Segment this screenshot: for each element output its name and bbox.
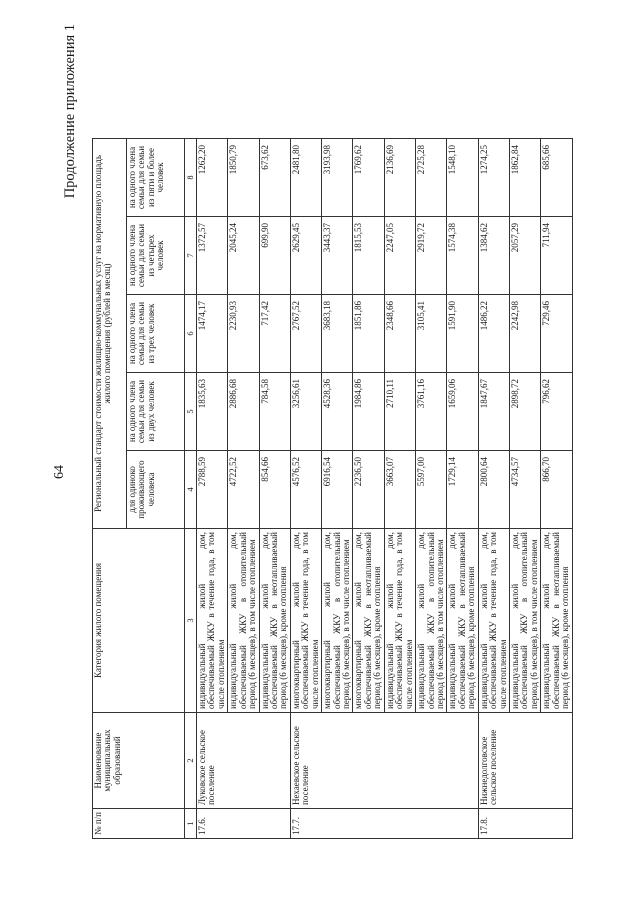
cost-value: 3663,07 [384, 451, 415, 529]
cost-value: 2919,72 [416, 217, 447, 295]
cost-value: 1851,86 [353, 295, 384, 373]
housing-category: индивидуальный жилой дом, обеспечиваемый ЖКУ в отопительный период (6 месяцев), в том числе отоплением [228, 529, 259, 713]
cost-value: 2629,45 [290, 217, 321, 295]
cost-value: 2242,98 [510, 295, 541, 373]
housing-category: многоквартирный жилой дом, обеспечиваемый ЖКУ в отопительный период (6 месяцев), в том числе отоплением [322, 529, 353, 713]
cost-value: 1659,06 [447, 373, 478, 451]
cost-value: 4576,52 [290, 451, 321, 529]
cost-value: 717,42 [259, 295, 290, 373]
cost-value: 5597,00 [416, 451, 447, 529]
cost-value: 1835,63 [196, 373, 227, 451]
cost-value: 2481,80 [290, 139, 321, 217]
cost-value: 2898,72 [510, 373, 541, 451]
header-sub-col-5: на одного члена семьи для семьи из пяти и более человек [127, 139, 185, 217]
column-number: 1 [185, 809, 197, 839]
cost-value: 4528,36 [322, 373, 353, 451]
cost-value: 3443,37 [322, 217, 353, 295]
table-row [478, 139, 509, 839]
table-row [196, 139, 227, 839]
cost-value: 699,90 [259, 217, 290, 295]
settlement-number: 17.7. [290, 809, 478, 839]
cost-value: 673,62 [259, 139, 290, 217]
housing-category: индивидуальный жилой дом, обеспечиваемый ЖКУ в отопительный период (6 месяцев), в том числе отоплением [416, 529, 447, 713]
cost-value: 2725,28 [416, 139, 447, 217]
cost-value: 3683,18 [322, 295, 353, 373]
housing-category: индивидуальный жилой дом, обеспечиваемый ЖКУ в неотапливаемый период (6 месяцев), кроме отопления [259, 529, 290, 713]
cost-value: 1372,57 [196, 217, 227, 295]
cost-value: 1274,25 [478, 139, 509, 217]
header-sub-col-4: на одного члена семьи для семьи из четырех человек [127, 217, 185, 295]
cost-value: 711,94 [541, 217, 572, 295]
cost-value: 1591,90 [447, 295, 478, 373]
cost-value: 2767,52 [290, 295, 321, 373]
cost-value: 1984,86 [353, 373, 384, 451]
cost-value: 6916,54 [322, 451, 353, 529]
cost-value: 1384,62 [478, 217, 509, 295]
cost-value: 2057,29 [510, 217, 541, 295]
housing-category: многоквартирный жилой дом, обеспечиваемый ЖКУ в течение года, в том числе отоплением [290, 529, 321, 713]
housing-category: индивидуальный жилой дом, обеспечиваемый ЖКУ в течение года, в том числе отоплением [384, 529, 415, 713]
cost-value: 3256,61 [290, 373, 321, 451]
cost-value: 729,46 [541, 295, 572, 373]
column-number: 8 [185, 139, 197, 217]
column-number: 6 [185, 295, 197, 373]
settlement-name: Нижнедолговское сельское поселение [478, 713, 572, 809]
header-sub-col-3: на одного члена семьи для семьи из трех человек [127, 295, 185, 373]
column-number: 7 [185, 217, 197, 295]
cost-value: 3761,16 [416, 373, 447, 451]
cost-value: 1847,67 [478, 373, 509, 451]
header-col-standard: Региональный стандарт стоимости жилищно-коммунальных услуг на нормативную площадь жилого помещения (рублей в месяц) [93, 139, 127, 529]
settlement-name: Нехаевское сельское поселение [290, 713, 478, 809]
cost-value: 1862,84 [510, 139, 541, 217]
cost-value: 685,66 [541, 139, 572, 217]
page-number: 64 [52, 465, 67, 479]
housing-category: индивидуальный жилой дом, обеспечиваемый ЖКУ в неотапливаемый период (6 месяцев), кроме отопления [541, 529, 572, 713]
cost-value: 4734,57 [510, 451, 541, 529]
column-number: 4 [185, 451, 197, 529]
settlement-number: 17.8. [478, 809, 572, 839]
cost-value: 1815,53 [353, 217, 384, 295]
housing-cost-table [92, 138, 573, 839]
cost-value: 1729,14 [447, 451, 478, 529]
cost-value: 866,70 [541, 451, 572, 529]
housing-category: индивидуальный жилой дом, обеспечиваемый ЖКУ в неотапливаемый период (6 месяцев), кроме отопления [447, 529, 478, 713]
cost-value: 2136,69 [384, 139, 415, 217]
settlement-name: Луковское сельское поселение [196, 713, 290, 809]
housing-category: индивидуальный жилой дом, обеспечиваемый ЖКУ в течение года, в том числе отоплением [196, 529, 227, 713]
header-col-category: Категория жилого помещения [93, 529, 185, 713]
cost-value: 4722,52 [228, 451, 259, 529]
cost-value: 2045,24 [228, 217, 259, 295]
cost-value: 796,62 [541, 373, 572, 451]
cost-value: 1850,79 [228, 139, 259, 217]
cost-value: 2230,93 [228, 295, 259, 373]
header-col-name: Наименование муниципальных образований [93, 713, 185, 809]
cost-value: 2236,50 [353, 451, 384, 529]
cost-value: 1486,22 [478, 295, 509, 373]
cost-value: 1769,62 [353, 139, 384, 217]
cost-value: 1548,10 [447, 139, 478, 217]
header-sub-col-2: на одного члена семьи для семьи из двух человек [127, 373, 185, 451]
cost-value: 1262,20 [196, 139, 227, 217]
column-number: 3 [185, 529, 197, 713]
cost-value: 2788,59 [196, 451, 227, 529]
cost-value: 2886,68 [228, 373, 259, 451]
column-number: 5 [185, 373, 197, 451]
housing-category: многоквартирный жилой дом, обеспечиваемый ЖКУ в неотапливаемый период (6 месяцев), кроме отопления [353, 529, 384, 713]
cost-value: 854,66 [259, 451, 290, 529]
housing-category: индивидуальный жилой дом, обеспечиваемый ЖКУ в отопительный период (6 месяцев), в том числе отоплением [510, 529, 541, 713]
cost-value: 1574,38 [447, 217, 478, 295]
table-row [290, 139, 321, 839]
cost-value: 2348,66 [384, 295, 415, 373]
settlement-number: 17.6. [196, 809, 290, 839]
appendix-title: Продолжение приложения 1 [62, 24, 78, 199]
column-number: 2 [185, 713, 197, 809]
cost-value: 2247,05 [384, 217, 415, 295]
cost-value: 784,58 [259, 373, 290, 451]
header-sub-col-1: для одиноко проживающего человека [127, 451, 185, 529]
cost-value: 2710,11 [384, 373, 415, 451]
cost-value: 3105,41 [416, 295, 447, 373]
header-col-no: № п/п [93, 809, 185, 839]
cost-value: 3193,98 [322, 139, 353, 217]
cost-value: 2800,64 [478, 451, 509, 529]
housing-category: индивидуальный жилой дом, обеспечиваемый ЖКУ в течение года, в том числе отоплением [478, 529, 509, 713]
cost-value: 1474,17 [196, 295, 227, 373]
